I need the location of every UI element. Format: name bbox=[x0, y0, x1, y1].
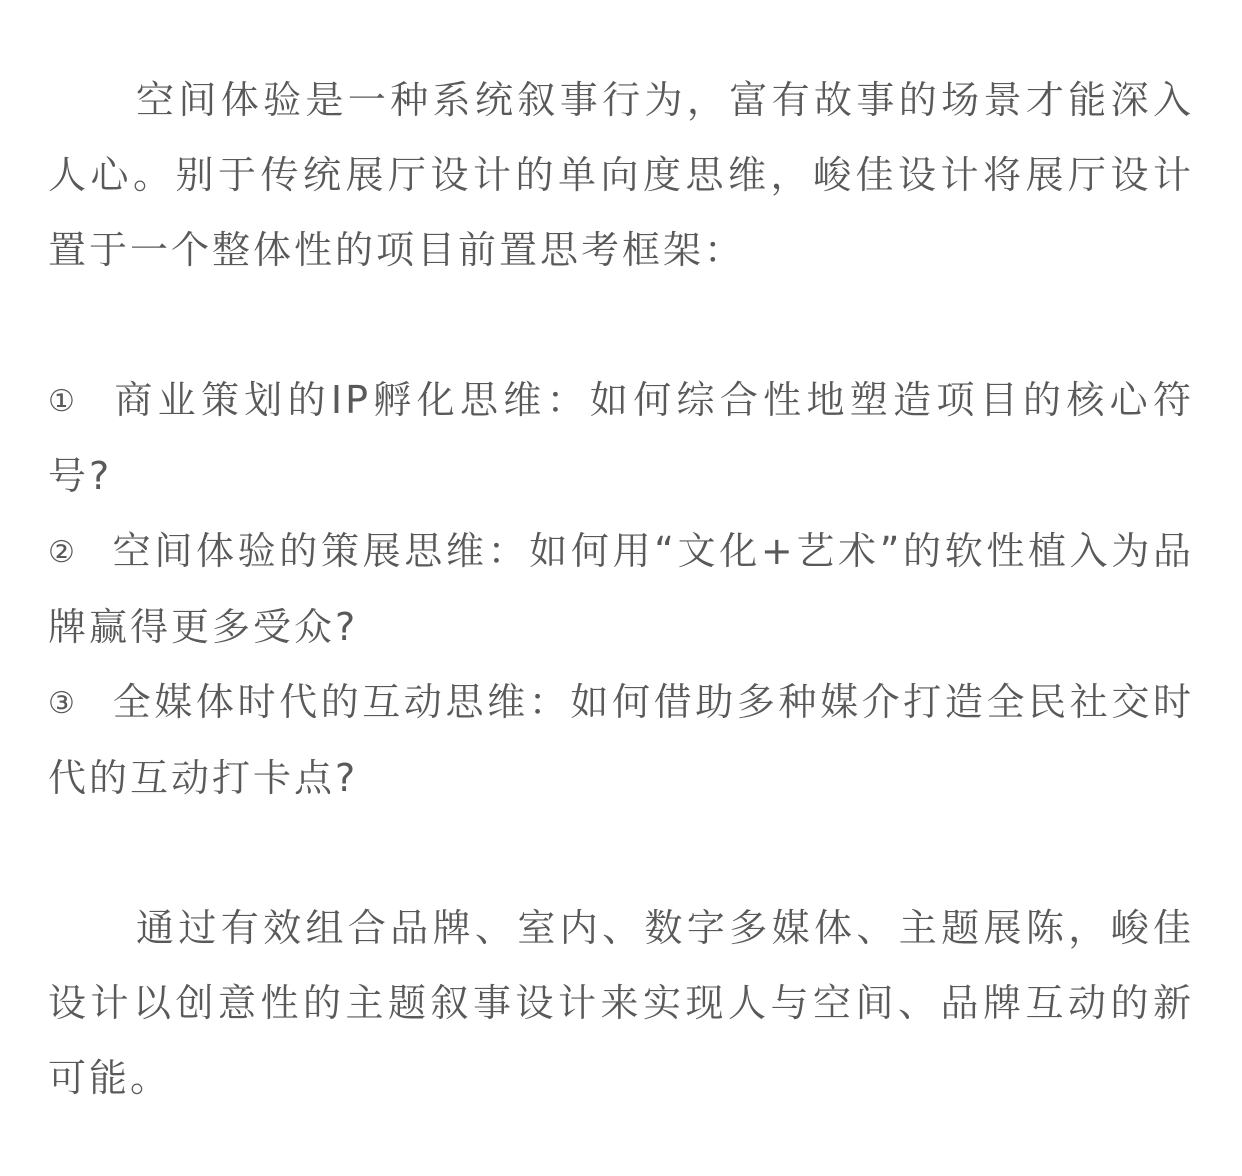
conclusion-paragraph: 通过有效组合品牌、室内、数字多媒体、主题展陈，峻佳设计以创意性的主题叙事设计来实现人与空间、品牌互动的新可能。 bbox=[48, 906, 1194, 1100]
list-item bbox=[48, 514, 1194, 665]
list-item-text: 全媒体时代的互动思维：如何借助多种媒介打造全民社交时代的互动打卡点? bbox=[48, 680, 1194, 800]
paragraph-spacer bbox=[48, 288, 1194, 363]
list-item-text: 商业策划的IP孵化思维：如何综合性地塑造项目的核心符号? bbox=[48, 378, 1194, 498]
list-item bbox=[48, 665, 1194, 816]
list-item-number: ③ bbox=[48, 686, 78, 721]
list-item-number: ② bbox=[48, 535, 78, 570]
list-item-number: ① bbox=[48, 384, 78, 419]
article-body bbox=[48, 63, 1194, 1116]
list-item bbox=[48, 363, 1194, 514]
paragraph-spacer bbox=[48, 816, 1194, 891]
list-item-text: 空间体验的策展思维：如何用“文化+艺术”的软性植入为品牌赢得更多受众? bbox=[48, 529, 1194, 649]
intro-paragraph: 空间体验是一种系统叙事行为，富有故事的场景才能深入人心。别于传统展厅设计的单向度思维，峻佳设计将展厅设计置于一个整体性的项目前置思考框架： bbox=[48, 78, 1194, 272]
